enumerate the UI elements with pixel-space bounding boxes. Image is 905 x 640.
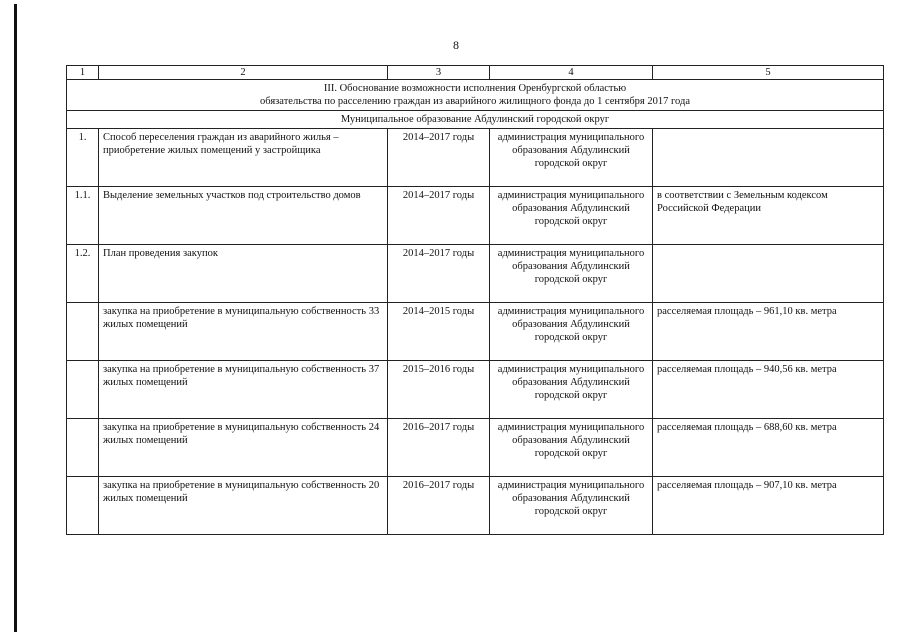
section-title <box>67 80 884 111</box>
resettlement-table <box>66 65 884 535</box>
scan-edge-line <box>14 4 17 632</box>
table-row <box>67 477 884 535</box>
row-note <box>653 245 884 303</box>
row-number: 1.1. <box>67 187 99 245</box>
row-note: в соответствии с Земельным кодексом Российской Федерации <box>653 187 884 245</box>
row-executor: администрация муниципального образования Абдулинский городской округ <box>490 419 653 477</box>
row-number <box>67 361 99 419</box>
table-header-row <box>67 66 884 80</box>
section-title-line-1: III. Обоснование возможности исполнения Оренбургской областью <box>323 83 627 94</box>
row-description: Способ переселения граждан из аварийного жилья – приобретение жилых помещений у застройщика <box>99 129 388 187</box>
row-description: Выделение земельных участков под строительство домов <box>99 187 388 245</box>
row-note: расселяемая площадь – 688,60 кв. метра <box>653 419 884 477</box>
row-period: 2014–2017 годы <box>388 187 490 245</box>
row-number: 1.2. <box>67 245 99 303</box>
header-cell: 1 <box>67 66 99 80</box>
row-period: 2014–2017 годы <box>388 245 490 303</box>
section-title-line-2: обязательства по расселению граждан из аварийного жилищного фонда до 1 сентября 2017 года <box>260 96 690 107</box>
row-executor: администрация муниципального образования Абдулинский городской округ <box>490 245 653 303</box>
header-cell: 4 <box>490 66 653 80</box>
header-cell: 5 <box>653 66 884 80</box>
municipality-row <box>67 111 884 129</box>
section-title-row <box>67 80 884 111</box>
row-note: расселяемая площадь – 940,56 кв. метра <box>653 361 884 419</box>
row-description: закупка на приобретение в муниципальную собственность 20 жилых помещений <box>99 477 388 535</box>
table-row <box>67 419 884 477</box>
row-note <box>653 129 884 187</box>
header-cell: 3 <box>388 66 490 80</box>
row-period: 2014–2017 годы <box>388 129 490 187</box>
header-cell: 2 <box>99 66 388 80</box>
row-executor: администрация муниципального образования Абдулинский городской округ <box>490 303 653 361</box>
row-number <box>67 419 99 477</box>
row-number <box>67 303 99 361</box>
table-row <box>67 129 884 187</box>
row-period: 2016–2017 годы <box>388 477 490 535</box>
row-number: 1. <box>67 129 99 187</box>
table-row <box>67 303 884 361</box>
row-executor: администрация муниципального образования Абдулинский городской округ <box>490 187 653 245</box>
row-description: закупка на приобретение в муниципальную собственность 37 жилых помещений <box>99 361 388 419</box>
row-executor: администрация муниципального образования Абдулинский городской округ <box>490 129 653 187</box>
row-description: План проведения закупок <box>99 245 388 303</box>
row-note: расселяемая площадь – 907,10 кв. метра <box>653 477 884 535</box>
page-number: 8 <box>453 38 459 52</box>
row-period: 2015–2016 годы <box>388 361 490 419</box>
row-period: 2014–2015 годы <box>388 303 490 361</box>
row-period: 2016–2017 годы <box>388 419 490 477</box>
row-note: расселяемая площадь – 961,10 кв. метра <box>653 303 884 361</box>
row-description: закупка на приобретение в муниципальную собственность 24 жилых помещений <box>99 419 388 477</box>
row-executor: администрация муниципального образования Абдулинский городской округ <box>490 477 653 535</box>
row-description: закупка на приобретение в муниципальную собственность 33 жилых помещений <box>99 303 388 361</box>
table-row <box>67 361 884 419</box>
row-executor: администрация муниципального образования Абдулинский городской округ <box>490 361 653 419</box>
table-row <box>67 187 884 245</box>
table-row <box>67 245 884 303</box>
municipality-title: Муниципальное образование Абдулинский городской округ <box>67 111 884 129</box>
row-number <box>67 477 99 535</box>
